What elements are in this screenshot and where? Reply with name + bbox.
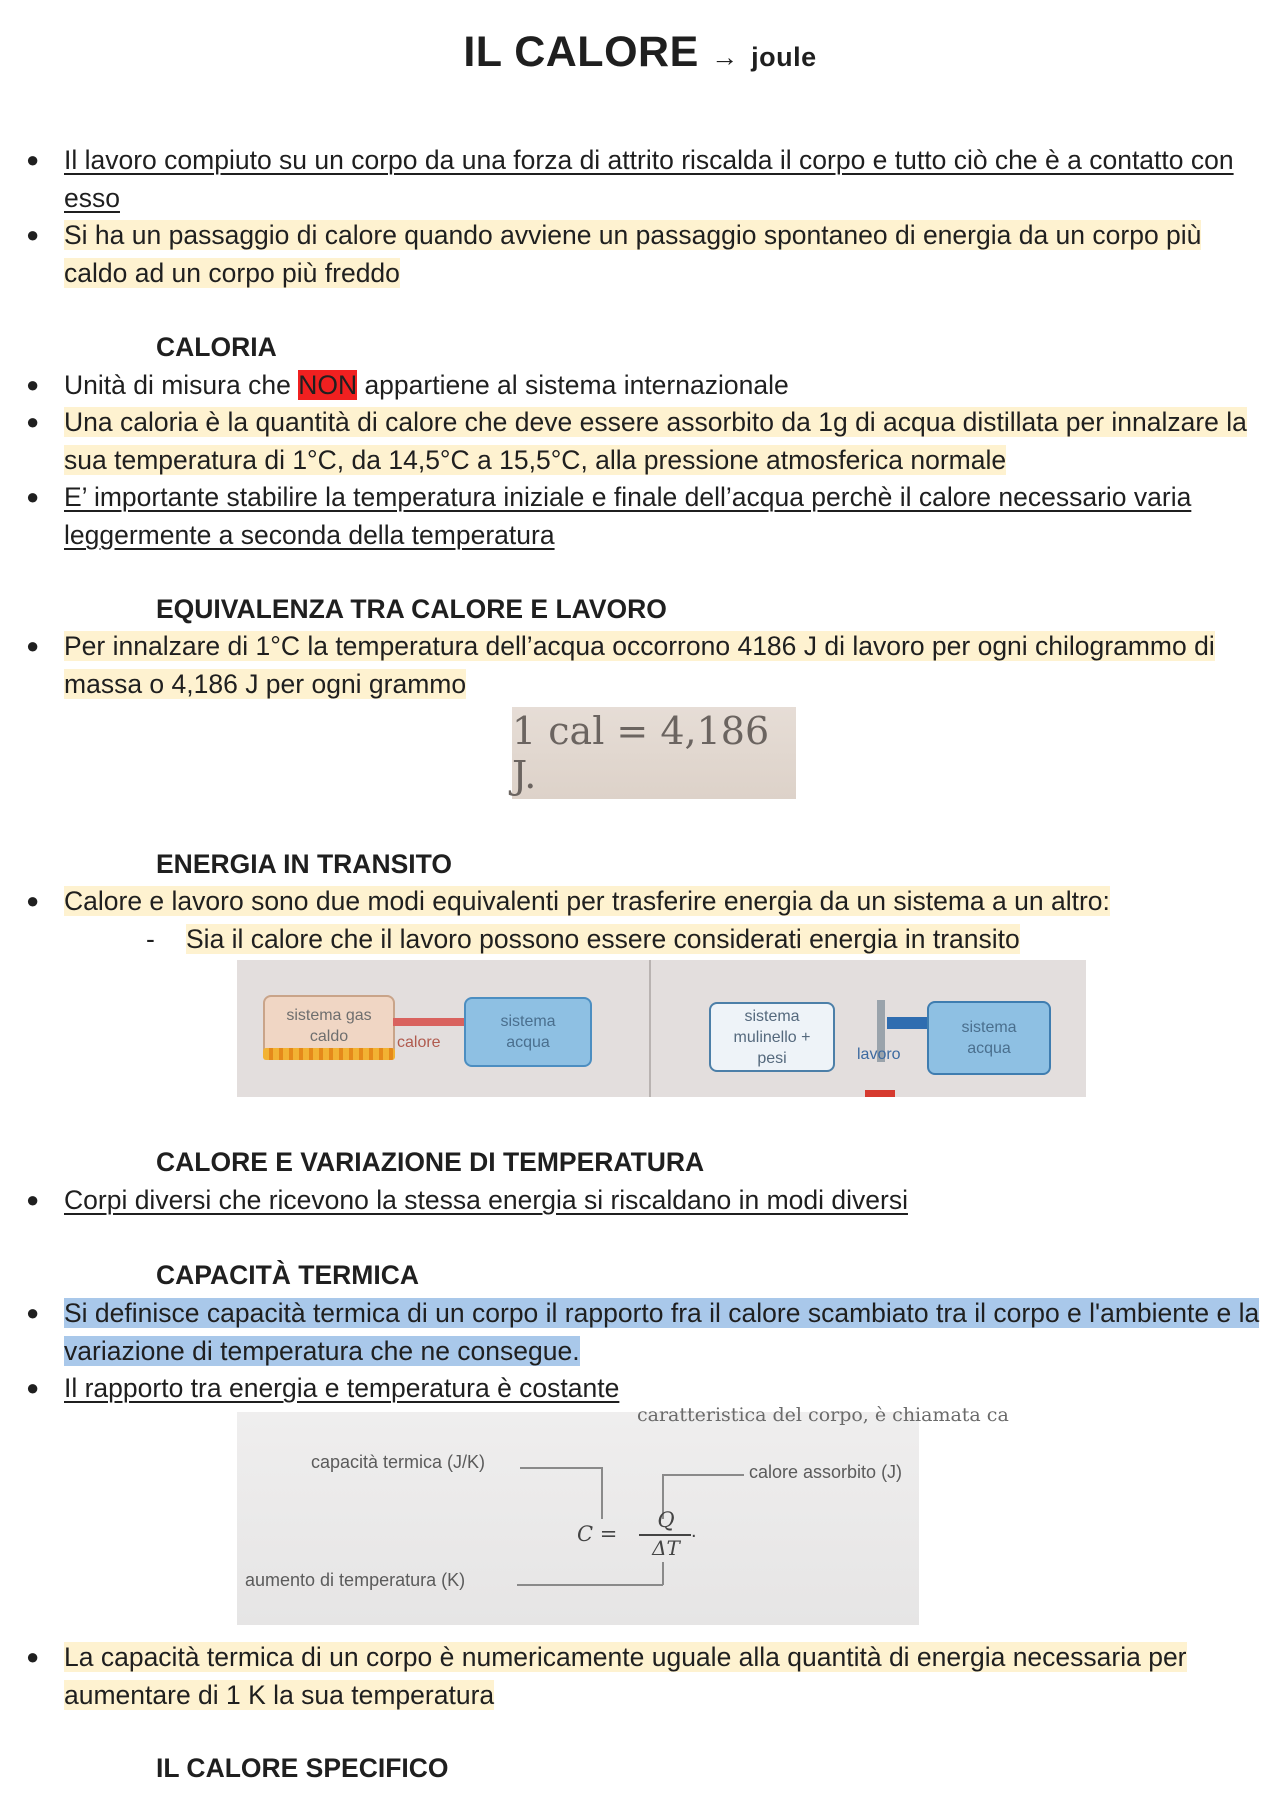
bullet-capacita-energia: ● La capacità termica di un corpo è numericamente uguale alla quantità di energia necessaria per aumentare di 1 K la sua temperatura (22, 1638, 1262, 1714)
heading-energia-transito: ENERGIA IN TRANSITO (156, 849, 452, 879)
bullet-icon: ● (26, 888, 40, 913)
box-sistema-mulinello: sistema mulinello + pesi (709, 1002, 835, 1072)
formula-image-caloria-joule: 1 cal = 4,186 J. (512, 707, 796, 799)
title-subtitle: joule (751, 42, 817, 72)
flame-icon (263, 1048, 395, 1060)
bullet-icon: ● (26, 1300, 40, 1325)
label-calore-assorbito: calore assorbito (J) (749, 1462, 903, 1482)
formula-denominator: ΔT (652, 1536, 680, 1560)
label-capacita-termica: capacità termica (J/K) (311, 1452, 486, 1472)
bullet-temperatura-iniziale: ● E’ importante stabilire la temperatura iniziale e finale dell’acqua perchè il calore necessario varia leggermente a seconda della temperatura (22, 478, 1262, 554)
heading-variazione-temperatura: CALORE E VARIAZIONE DI TEMPERATURA (156, 1147, 705, 1177)
bullet-equivalenza: ● Per innalzare di 1°C la temperatura dell’acqua occorrono 4186 J di lavoro per ogni chilogrammo di massa o 4,186 J per ogni grammo (22, 627, 1262, 703)
box-sistema-gas-caldo: sistema gas caldo (263, 995, 395, 1057)
bullet-icon: ● (26, 147, 40, 172)
bullet-icon: ● (26, 372, 40, 397)
arrow-calore-shaft (393, 1018, 466, 1026)
dash-item-energia-transito: - Sia il calore che il lavoro possono essere considerati energia in transito (146, 924, 1020, 954)
arrow-icon: → (711, 42, 739, 72)
heading-equivalenza: EQUIVALENZA TRA CALORE E LAVORO (156, 594, 667, 624)
bullet-definizione-caloria: ● Una caloria è la quantità di calore che deve essere assorbito da 1g di acqua distillata per innalzare la sua temperatura di 1°C, da 14,5°C a 15,5°C, alla pressione atmosferica normale (22, 403, 1262, 479)
bullet-icon: ● (26, 484, 40, 509)
figure-cut-text: caratteristica del corpo, è chiamata ca (637, 1404, 1009, 1426)
box-sistema-acqua-2: sistema acqua (927, 1001, 1051, 1075)
page-title: IL CALORE → joule (463, 28, 817, 76)
weight-icon (865, 1090, 895, 1097)
label-calore: calore (397, 1034, 441, 1051)
bullet-icon: ● (26, 1644, 40, 1669)
bullet-icon: ● (26, 1187, 40, 1212)
box-sistema-acqua-1: sistema acqua (464, 997, 592, 1067)
heading-caloria: CALORIA (156, 332, 277, 362)
label-lavoro: lavoro (857, 1046, 901, 1063)
formula-numerator: Q (657, 1508, 675, 1532)
figure-divider (649, 960, 651, 1097)
formula-c: C = (577, 1522, 618, 1546)
label-aumento-temperatura: aumento di temperatura (K) (245, 1570, 466, 1590)
bullet-corpi-diversi: ● Corpi diversi che ricevono la stessa energia si riscaldano in modi diversi (22, 1181, 1262, 1219)
bullet-modi-equivalenti: ● Calore e lavoro sono due modi equivalenti per trasferire energia da un sistema a un altro: (22, 882, 1262, 920)
bullet-unita-misura: ● Unità di misura che NON appartiene al sistema internazionale (22, 366, 1262, 404)
bullet-icon: ● (26, 1375, 40, 1400)
energy-transit-figure (237, 960, 1086, 1097)
bullet-definizione-capacita: ● Si definisce capacità termica di un corpo il rapporto fra il calore scambiato tra il corpo e l'ambiente e la variazione di temperatura che ne consegue. (22, 1294, 1262, 1370)
capacita-termica-figure: caratteristica del corpo, è chiamata ca capacità termica (J/K) calore assorbito (J) C = Q ΔT . aumento di temperatura (K) (237, 1412, 919, 1625)
bullet-icon: ● (26, 633, 40, 658)
bullet-attrito: ● Il lavoro compiuto su un corpo da una forza di attrito riscalda il corpo e tutto ciò che è a contatto con esso (22, 141, 1262, 217)
bullet-rapporto-costante: ● Il rapporto tra energia e temperatura è costante (22, 1369, 1262, 1407)
bullet-passaggio-calore: ● Si ha un passaggio di calore quando avviene un passaggio spontaneo di energia da un corpo più caldo ad un corpo più freddo (22, 216, 1262, 292)
bullet-icon: ● (26, 409, 40, 434)
heading-capacita-termica: CAPACITÀ TERMICA (156, 1260, 420, 1290)
heading-calore-specifico: IL CALORE SPECIFICO (156, 1753, 449, 1783)
highlight-non: NON (298, 370, 358, 400)
bullet-icon: ● (26, 222, 40, 247)
